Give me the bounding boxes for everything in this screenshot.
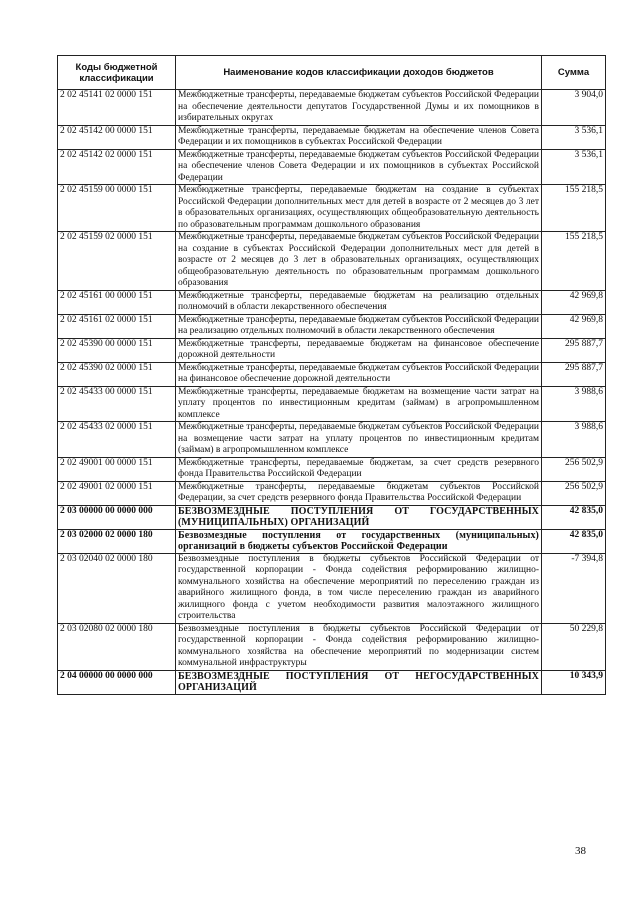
cell-sum: 256 502,9 [542,457,606,481]
table-row [58,553,606,623]
cell-name: Безвозмездные поступления от государственных (муниципальных) организаций в бюджеты субъектов Российской Федерации [176,529,542,553]
cell-code: 2 02 45433 00 0000 151 [58,386,176,422]
cell-name: Межбюджетные трансферты, передаваемые бюджетам субъектов Российской Федерации, за счет средств резервного фонда Правительства Российской Федерации [176,481,542,505]
cell-sum: 50 229,8 [542,623,606,670]
table-row [58,670,606,694]
cell-code: 2 02 45390 00 0000 151 [58,338,176,362]
cell-code: 2 02 45142 02 0000 151 [58,149,176,185]
cell-name: Межбюджетные трансферты, передаваемые бюджетам субъектов Российской Федерации на возмещение части затрат на уплату процентов по инвестиционным кредитам (займам) в агропромышленном комплексе [176,422,542,458]
cell-sum: 42 835,0 [542,529,606,553]
table-row [58,149,606,185]
table-row [58,362,606,386]
cell-sum: 3 988,6 [542,386,606,422]
budget-income-table [57,55,606,695]
header-code: Коды бюджетной классификации [58,56,176,90]
cell-code: 2 02 49001 02 0000 151 [58,481,176,505]
table-row [58,290,606,314]
cell-code: 2 03 02000 02 0000 180 [58,529,176,553]
cell-sum: 3 904,0 [542,90,606,126]
cell-name: Межбюджетные трансферты, передаваемые бюджетам на возмещение части затрат на уплату процентов по инвестиционным кредитам (займам) в агропромышленном комплексе [176,386,542,422]
table-row [58,386,606,422]
cell-name: Безвозмездные поступления в бюджеты субъектов Российской Федерации от государственной корпорации - Фонда содействия реформированию жилищно-коммунального хозяйства на обеспечение мероприятий по переселению граждан из аварийного жилищного фонда, в том числе переселению граждан из аварийного жилищного фонда с учетом необходимости развития малоэтажного жилищного строительства [176,553,542,623]
cell-code: 2 02 45159 02 0000 151 [58,232,176,291]
table-body [58,90,606,695]
cell-code: 2 02 49001 00 0000 151 [58,457,176,481]
cell-sum: 3 988,6 [542,422,606,458]
table-row [58,232,606,291]
table-row [58,529,606,553]
cell-name: Межбюджетные трансферты, передаваемые бюджетам на финансовое обеспечение дорожной деятельности [176,338,542,362]
cell-code: 2 02 45161 00 0000 151 [58,290,176,314]
cell-sum: 295 887,7 [542,362,606,386]
table-row [58,125,606,149]
cell-name: БЕЗВОЗМЕЗДНЫЕ ПОСТУПЛЕНИЯ ОТ НЕГОСУДАРСТВЕННЫХ ОРГАНИЗАЦИЙ [176,670,542,694]
cell-name: Межбюджетные трансферты, передаваемые бюджетам, за счет средств резервного фонда Правительства Российской Федерации [176,457,542,481]
table-row [58,90,606,126]
cell-code: 2 04 00000 00 0000 000 [58,670,176,694]
table-row [58,457,606,481]
cell-name: Межбюджетные трансферты, передаваемые бюджетам субъектов Российской Федерации на обеспечение членов Совета Федерации и их помощников в субъектах Российской Федерации [176,149,542,185]
cell-code: 2 02 45390 02 0000 151 [58,362,176,386]
cell-sum: 295 887,7 [542,338,606,362]
cell-sum: 256 502,9 [542,481,606,505]
cell-name: БЕЗВОЗМЕЗДНЫЕ ПОСТУПЛЕНИЯ ОТ ГОСУДАРСТВЕННЫХ (МУНИЦИПАЛЬНЫХ) ОРГАНИЗАЦИЙ [176,505,542,529]
table-row [58,422,606,458]
cell-code: 2 03 00000 00 0000 000 [58,505,176,529]
cell-name: Межбюджетные трансферты, передаваемые бюджетам субъектов Российской Федерации на создание в субъектах Российской Федерации дополнительных мест для детей в возрасте от 2 месяцев до 3 лет в образовательных организациях, осуществляющих общеобразовательную деятельность по образовательным программам дошкольного образования [176,232,542,291]
header-name: Наименование кодов классификации доходов бюджетов [176,56,542,90]
cell-sum: 42 969,8 [542,290,606,314]
cell-code: 2 02 45142 00 0000 151 [58,125,176,149]
cell-name: Межбюджетные трансферты, передаваемые бюджетам на обеспечение членов Совета Федерации и их помощников в субъектах Российской Федерации [176,125,542,149]
page-number: 38 [575,845,586,857]
table-row [58,338,606,362]
cell-name: Межбюджетные трансферты, передаваемые бюджетам на реализацию отдельных полномочий в области лекарственного обеспечения [176,290,542,314]
table-row [58,481,606,505]
table-row [58,185,606,232]
cell-sum: 10 343,9 [542,670,606,694]
cell-sum: 155 218,5 [542,232,606,291]
cell-code: 2 02 45433 02 0000 151 [58,422,176,458]
cell-sum: 42 835,0 [542,505,606,529]
cell-name: Межбюджетные трансферты, передаваемые бюджетам субъектов Российской Федерации на обеспечение деятельности депутатов Государственной Думы и их помощников в избирательных округах [176,90,542,126]
table-row [58,505,606,529]
cell-code: 2 02 45159 00 0000 151 [58,185,176,232]
cell-name: Межбюджетные трансферты, передаваемые бюджетам на создание в субъектах Российской Федерации дополнительных мест для детей в возрасте от 2 месяцев до 3 лет в образовательных организациях, осуществляющих общеобразовательную деятельность по образовательным программам дошкольного образования [176,185,542,232]
cell-sum: 42 969,8 [542,314,606,338]
cell-sum: 3 536,1 [542,149,606,185]
cell-name: Межбюджетные трансферты, передаваемые бюджетам субъектов Российской Федерации на реализацию отдельных полномочий в области лекарственного обеспечения [176,314,542,338]
cell-code: 2 02 45161 02 0000 151 [58,314,176,338]
cell-sum: 3 536,1 [542,125,606,149]
cell-sum: 155 218,5 [542,185,606,232]
header-sum: Сумма [542,56,606,90]
cell-sum: -7 394,8 [542,553,606,623]
cell-code: 2 03 02040 02 0000 180 [58,553,176,623]
cell-name: Безвозмездные поступления в бюджеты субъектов Российской Федерации от государственной корпорации - Фонда содействия реформированию жилищно-коммунального хозяйства на обеспечение мероприятий по модернизации систем коммунальной инфраструктуры [176,623,542,670]
table-row [58,314,606,338]
cell-code: 2 03 02080 02 0000 180 [58,623,176,670]
table-row [58,623,606,670]
cell-code: 2 02 45141 02 0000 151 [58,90,176,126]
cell-name: Межбюджетные трансферты, передаваемые бюджетам субъектов Российской Федерации на финансовое обеспечение дорожной деятельности [176,362,542,386]
table-header [58,56,606,90]
